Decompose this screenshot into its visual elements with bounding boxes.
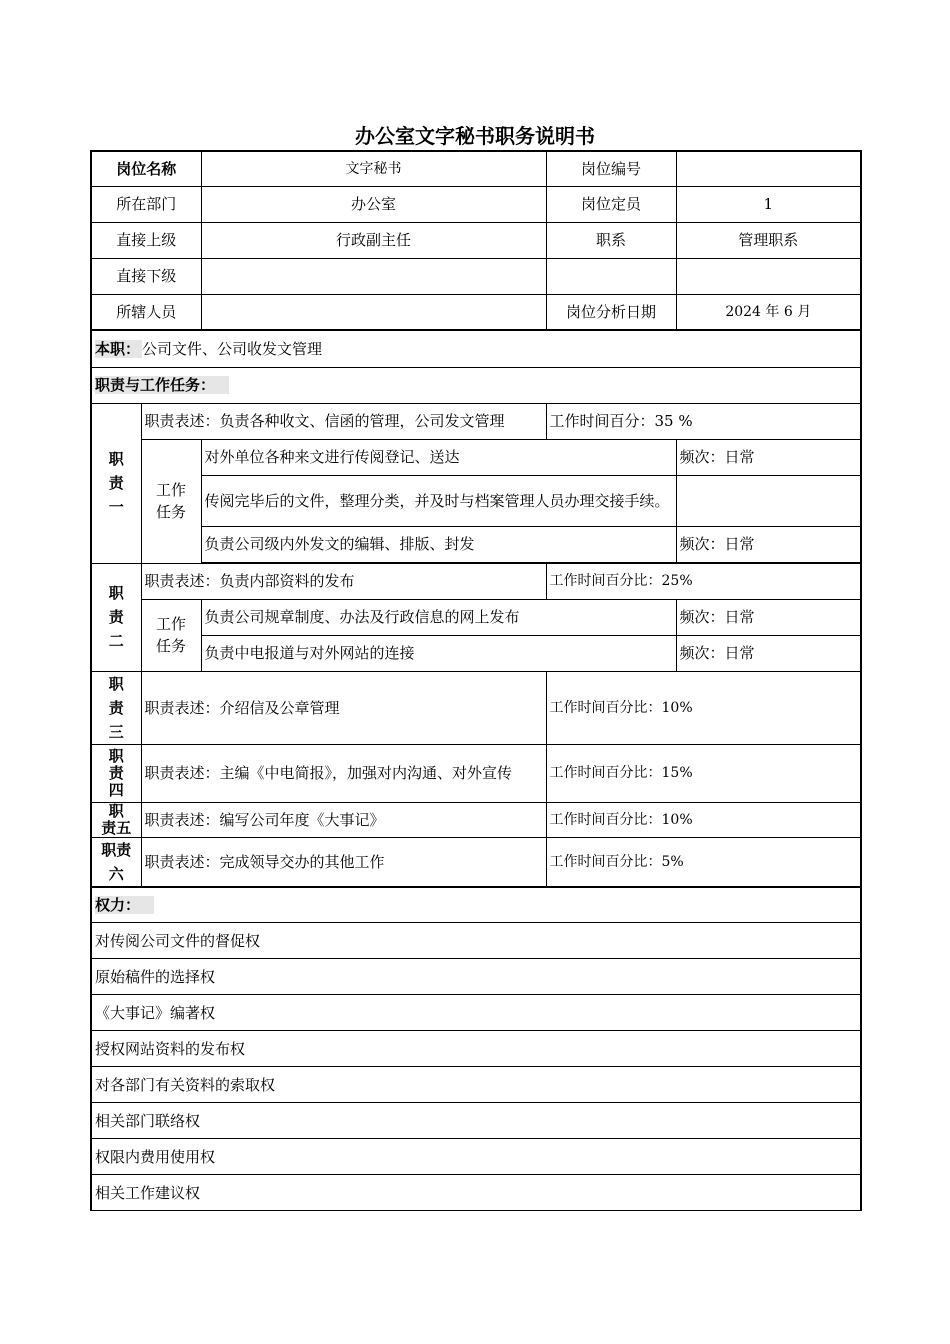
duty-1-label: 职 责 一: [91, 403, 141, 563]
duty-1-task-3-freq: 频次：日常: [676, 526, 861, 562]
power-item: 授权网站资料的发布权: [91, 1031, 861, 1067]
duty-3-time: 工作时间百分比：10%: [546, 671, 861, 744]
duty-3-label: 职 责 三: [91, 671, 141, 744]
subordinate-value: [201, 258, 546, 294]
duty-summary-label: 本职：: [95, 339, 141, 358]
superior-label: 直接上级: [91, 222, 201, 258]
job-series-value: 管理职系: [676, 222, 861, 258]
duty-1-task-1-freq: 频次：日常: [676, 439, 861, 475]
position-code-label: 岗位编号: [546, 151, 676, 186]
duty-4-time: 工作时间百分比：15%: [546, 744, 861, 802]
duties-header: 职责与工作任务：: [95, 376, 229, 394]
headcount-value: 1: [676, 186, 861, 222]
subordinate-label: 直接下级: [91, 258, 201, 294]
department-label: 所在部门: [91, 186, 201, 222]
duty-5-time: 工作时间百分比：10%: [546, 802, 861, 837]
duty-6-description: 职责表述：完成领导交办的其他工作: [141, 837, 546, 887]
superior-value: 行政副主任: [201, 222, 546, 258]
duty-2-task-2-freq: 频次：日常: [676, 635, 861, 671]
headcount-label: 岗位定员: [546, 186, 676, 222]
position-name-value: 文字秘书: [201, 151, 546, 186]
duty-summary-value: 公司文件、公司收发文管理: [142, 339, 323, 358]
powers-header-row: [91, 887, 861, 923]
duty-4-label: 职 责 四: [91, 744, 141, 802]
duty-5-description: 职责表述：编写公司年度《大事记》: [141, 802, 546, 837]
duty-2-task-1: 负责公司规章制度、办法及行政信息的网上发布: [201, 599, 676, 635]
power-item: 对传阅公司文件的督促权: [91, 923, 861, 959]
duty-2-time: 工作时间百分比：25%: [546, 563, 861, 599]
job-series-label: 职系: [546, 222, 676, 258]
duty-5-label: 职 责五: [91, 802, 141, 837]
duty-1-task-1: 对外单位各种来文进行传阅登记、送达: [201, 439, 676, 475]
position-code-value: [676, 151, 861, 186]
duty-3-description: 职责表述：介绍信及公章管理: [141, 671, 546, 744]
managed-staff-value: [201, 294, 546, 330]
job-description-table: [90, 150, 862, 1211]
analysis-date-value: 2024 年 6 月: [676, 294, 861, 330]
managed-staff-label: 所辖人员: [91, 294, 201, 330]
duty-2-description: 职责表述：负责内部资料的发布: [141, 563, 546, 599]
position-name-label: 岗位名称: [91, 151, 201, 186]
duty-1-task-2-freq: [676, 475, 861, 526]
power-item: 相关工作建议权: [91, 1175, 861, 1211]
power-item: 相关部门联络权: [91, 1103, 861, 1139]
department-value: 办公室: [201, 186, 546, 222]
duty-1-task-3: 负责公司级内外发文的编辑、排版、封发: [201, 526, 676, 562]
blank-value: [676, 258, 861, 294]
power-item: 《大事记》编著权: [91, 995, 861, 1031]
power-item: 对各部门有关资料的索取权: [91, 1067, 861, 1103]
analysis-date-label: 岗位分析日期: [546, 294, 676, 330]
duty-1-task-2: 传阅完毕后的文件，整理分类，并及时与档案管理人员办理交接手续。: [201, 475, 676, 526]
power-item: 原始稿件的选择权: [91, 959, 861, 995]
duty-1-description: 职责表述：负责各种收文、信函的管理，公司发文管理: [141, 403, 546, 439]
powers-header: 权力：: [95, 896, 154, 914]
duties-header-row: [91, 367, 861, 403]
duty-summary-row: [91, 330, 861, 367]
duty-1-time: 工作时间百分：35 %: [546, 403, 861, 439]
duty-1-task-label: 工作 任务: [141, 439, 201, 563]
duty-4-description: 职责表述：主编《中电简报》，加强对内沟通、对外宣传: [141, 744, 546, 802]
page-title: 办公室文字秘书职务说明书: [355, 124, 595, 148]
duty-6-label: 职责 六: [91, 837, 141, 887]
duty-2-task-label: 工作 任务: [141, 599, 201, 671]
power-item: 权限内费用使用权: [91, 1139, 861, 1175]
duty-2-task-1-freq: 频次：日常: [676, 599, 861, 635]
duty-2-task-2: 负责中电报道与对外网站的连接: [201, 635, 676, 671]
duty-6-time: 工作时间百分比：5%: [546, 837, 861, 887]
duty-2-label: 职 责 二: [91, 563, 141, 671]
blank-label: [546, 258, 676, 294]
